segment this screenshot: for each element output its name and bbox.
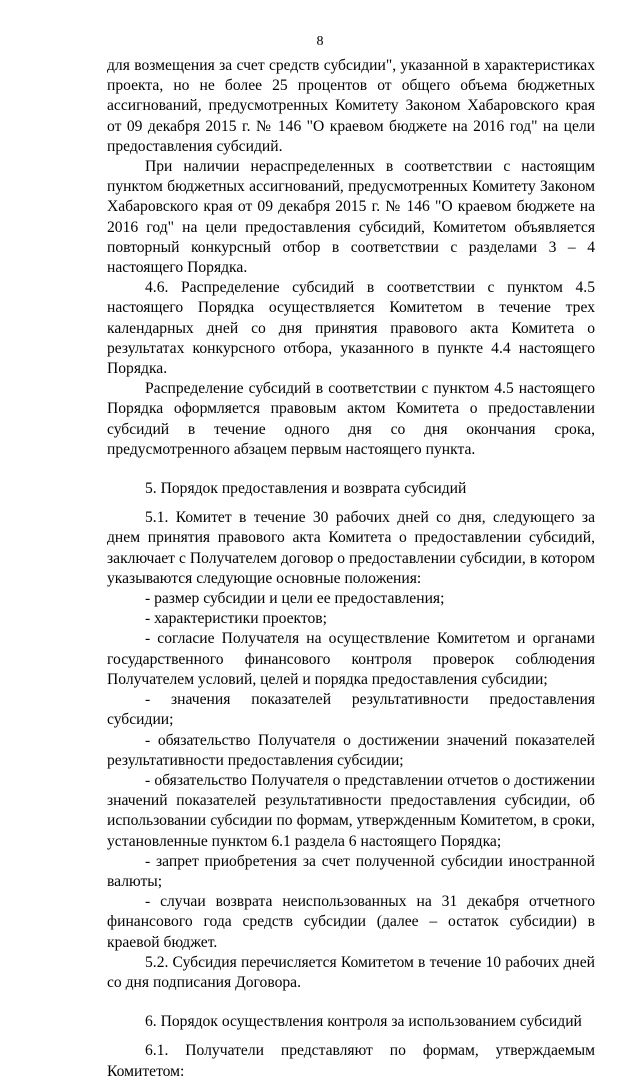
page-number: 8 bbox=[316, 34, 324, 49]
paragraph-distribution: Распределение субсидий в соответствии с пунктом 4.5 настоящего Порядка оформляется правовым актом Комитета о предоставлении субсидий в течение одного дня со дня окончания срока, предусмотренного абзацем первым настоящего пункта. bbox=[107, 380, 595, 458]
list-item: - обязательство Получателя о представлении отчетов о достижении значений показателей результативности предоставления субсидии, об использовании субсидии по формам, утвержденным Комитетом, в сроки, установленные пунктом 6.1 раздела 6 настоящего Порядка; bbox=[107, 771, 595, 850]
list-item: - размер субсидии и цели ее предоставления; bbox=[145, 590, 445, 608]
document-body bbox=[107, 56, 595, 1082]
list-item: - случаи возврата неиспользованных на 31 декабря отчетного финансового года средств субсидии (далее – остаток субсидии) в краевой бюджет. bbox=[107, 893, 595, 951]
list-item: - согласие Получателя на осуществление Комитетом и органами государственного финансового контроля проверок соблюдения Получателем условий, целей и порядка предоставления субсидии; bbox=[107, 630, 595, 688]
section-heading-6: 6. Порядок осуществления контроля за использованием субсидий bbox=[145, 1013, 582, 1031]
paragraph-reallocation: При наличии нераспределенных в соответствии с настоящим пунктом бюджетных ассигнований, предусмотренных Комитету Законом Хабаровского края от 09 декабря 2015 г. № 146 "О краевом бюджете на 2016 год" на цели предоставления субсидий, Комитетом объявляется повторный конкурсный отбор в соответствии с разделами 3 – 4 настоящего Порядка. bbox=[107, 158, 595, 277]
paragraph-5-1: 5.1. Комитет в течение 30 рабочих дней со дня, следующего за днем принятия правового акта Комитета о предоставлении субсидий, заключает с Получателем договор о предоставлении субсидии, в котором указываются следующие основные положения: bbox=[107, 509, 595, 587]
section-heading-5: 5. Порядок предоставления и возврата субсидий bbox=[145, 480, 467, 498]
list-item: - характеристики проектов; bbox=[145, 610, 327, 628]
paragraph-5-2: 5.2. Субсидия перечисляется Комитетом в течение 10 рабочих дней со дня подписания Договора. bbox=[107, 953, 595, 991]
list-item: - обязательство Получателя о достижении значений показателей результативности предоставления субсидии; bbox=[107, 731, 595, 769]
list-item: - запрет приобретения за счет полученной субсидии иностранной валюты; bbox=[107, 852, 595, 890]
list-item: - значения показателей результативности предоставления субсидии; bbox=[107, 691, 595, 729]
paragraph-4-6: 4.6. Распределение субсидий в соответствии с пунктом 4.5 настоящего Порядка осуществляется Комитетом в течение трех календарных дней со дня принятия правового акта Комитета о результатах конкурсного отбора, указанного в пункте 4.4 настоящего Порядка. bbox=[107, 279, 595, 378]
paragraph-continuation: для возмещения за счет средств субсидии", указанной в характеристиках проекта, но не более 25 процентов от общего объема бюджетных ассигнований, предусмотренных Комитету Законом Хабаровского края от 09 декабря 2015 г. № 146 "О краевом бюджете на 2016 год" на цели предоставления субсидий. bbox=[107, 57, 595, 155]
paragraph-6-1: 6.1. Получатели представляют по формам, утверждаемым Комитетом: bbox=[107, 1042, 595, 1080]
